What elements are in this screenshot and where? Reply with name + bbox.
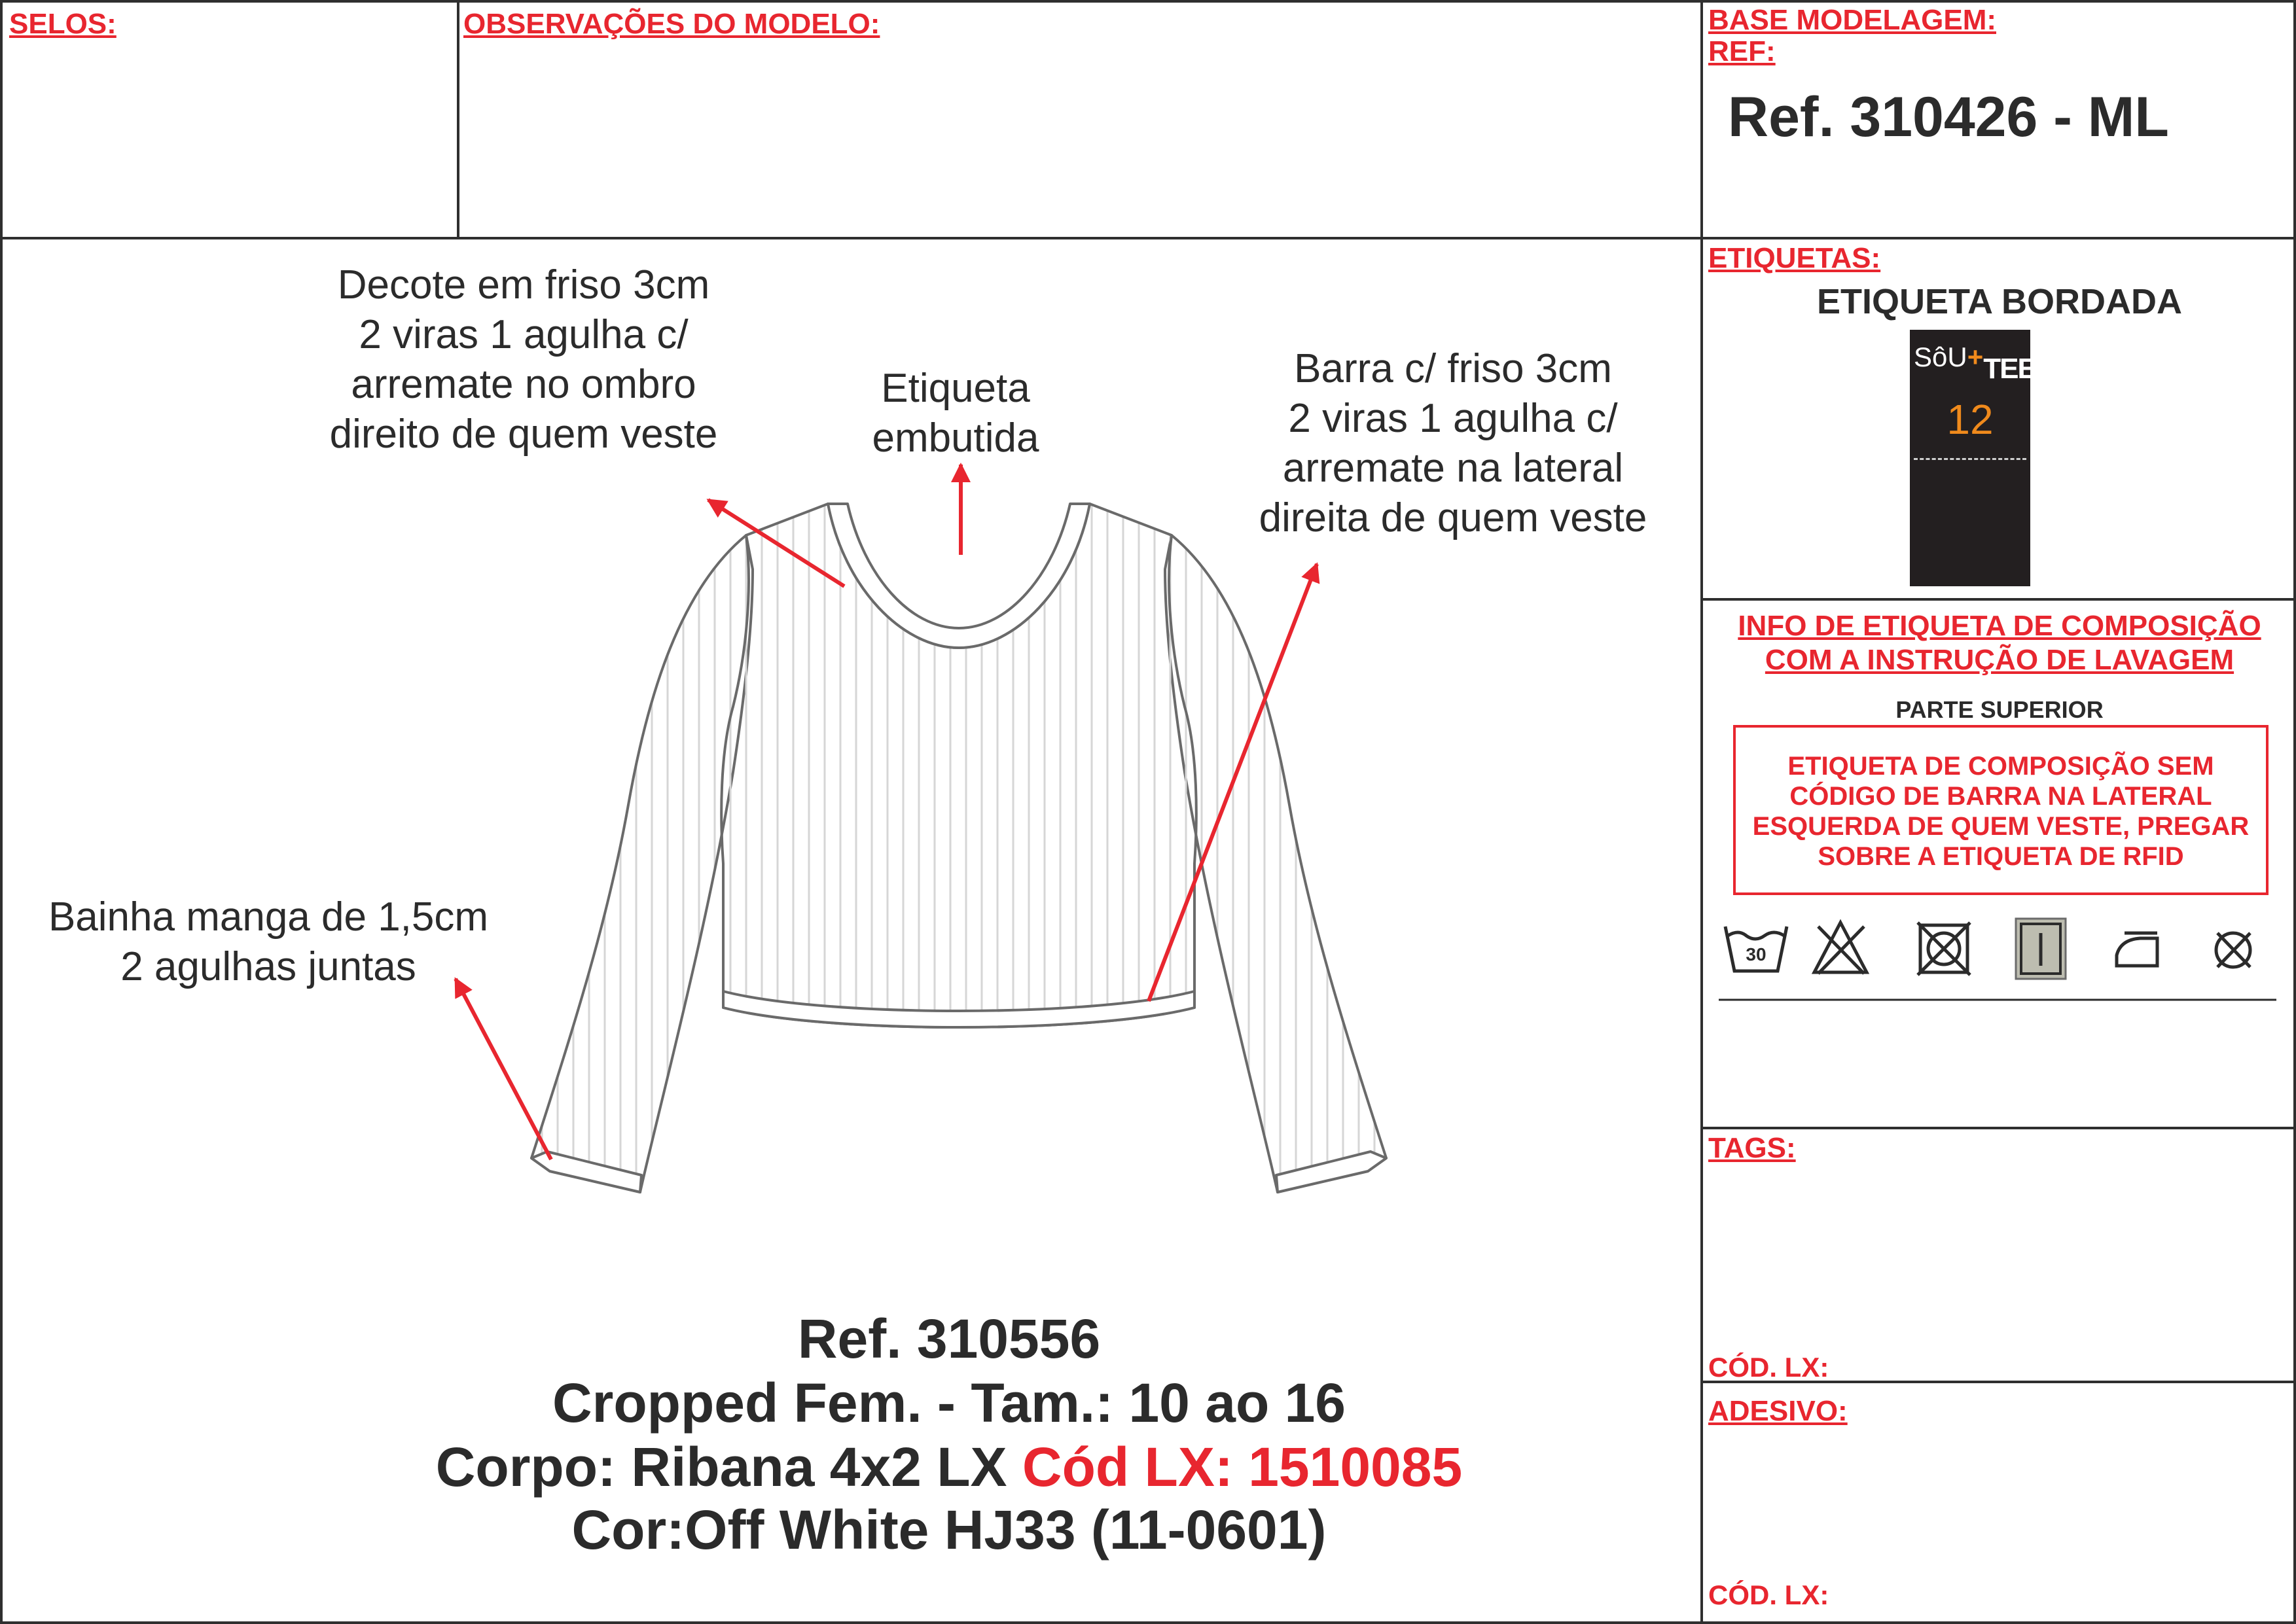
callout-decote-line: 2 viras 1 agulha c/: [359, 312, 689, 357]
callout-barra-line: Barra c/ friso 3cm: [1294, 346, 1612, 391]
label-brand-plus: +: [1967, 342, 1984, 372]
selos-label: SELOS:: [9, 8, 117, 40]
callout-bainha: [13, 892, 524, 992]
adesivo-label: ADESIVO:: [1708, 1395, 1848, 1427]
observacoes-label: OBSERVAÇÕES DO MODELO:: [463, 8, 880, 40]
callout-decote: [262, 260, 785, 459]
composicao-line: ETIQUETA DE COMPOSIÇÃO SEM: [1787, 752, 2214, 781]
cropped-top-sketch: [531, 504, 1386, 1192]
wash-30-temp: 30: [1746, 944, 1767, 964]
product-corpo: [131, 1436, 1767, 1498]
embroidered-label: [1910, 330, 2055, 586]
callout-bainha-line: Bainha manga de 1,5cm: [48, 894, 489, 940]
info-title-2: COM A INSTRUÇÃO DE LAVAGEM: [1765, 644, 2234, 676]
callout-barra-line: arremate na lateral: [1282, 446, 1624, 491]
label-brand: [1914, 342, 2055, 385]
label-brand-sou: SôU: [1914, 342, 1967, 372]
label-brand-teen: TEEN: [1983, 353, 2055, 385]
callout-barra-line: direita de quem veste: [1259, 495, 1647, 540]
cod-lx-label-tags: CÓD. LX:: [1708, 1352, 1829, 1383]
callout-etiqueta-line: Etiqueta: [881, 366, 1030, 411]
info-title-1: INFO DE ETIQUETA DE COMPOSIÇÃO: [1738, 610, 2261, 642]
callout-decote-line: Decote em friso 3cm: [337, 262, 710, 308]
product-ref: Ref. 310556: [797, 1308, 1101, 1369]
product-cod-lx: Cód LX: 1510085: [1022, 1436, 1463, 1498]
callout-barra-line: 2 viras 1 agulha c/: [1288, 396, 1618, 441]
etiqueta-bordada-title: ETIQUETA BORDADA: [1817, 282, 2182, 321]
callout-bainha-line: 2 agulhas juntas: [120, 944, 416, 989]
base-modelagem-label: BASE MODELAGEM:: [1708, 4, 1996, 36]
arrow-bainha: [456, 979, 551, 1159]
ref-label: REF:: [1708, 35, 1776, 67]
composicao-line: CÓDIGO DE BARRA NA LATERAL: [1789, 782, 2212, 811]
tags-label: TAGS:: [1708, 1132, 1796, 1164]
callout-barra: [1198, 344, 1708, 543]
composicao-box: [1733, 725, 2269, 895]
base-ref-value: Ref. 310426 - ML: [1728, 86, 2169, 149]
callout-decote-line: direito de quem veste: [329, 412, 718, 457]
etiquetas-label: ETIQUETAS:: [1708, 242, 1881, 274]
cod-lx-label-adesivo: CÓD. LX:: [1708, 1580, 1829, 1610]
callout-decote-line: arremate no ombro: [351, 362, 696, 407]
product-corpo-text: Corpo: Ribana 4x2 LX: [435, 1436, 1022, 1498]
composicao-line: ESQUERDA DE QUEM VESTE, PREGAR: [1752, 812, 2250, 841]
product-desc: Cropped Fem. - Tam.: 10 ao 16: [552, 1372, 1346, 1434]
label-fold-line: [1914, 458, 2026, 460]
callout-etiqueta-line: embutida: [872, 415, 1039, 461]
composicao-line: SOBRE A ETIQUETA DE RFID: [1818, 842, 2184, 871]
callout-etiqueta: [825, 364, 1086, 463]
label-size: 12: [1946, 396, 1994, 443]
product-cor: Cor:Off White HJ33 (11-0601): [571, 1499, 1327, 1561]
parte-superior-label: PARTE SUPERIOR: [1895, 696, 2104, 723]
